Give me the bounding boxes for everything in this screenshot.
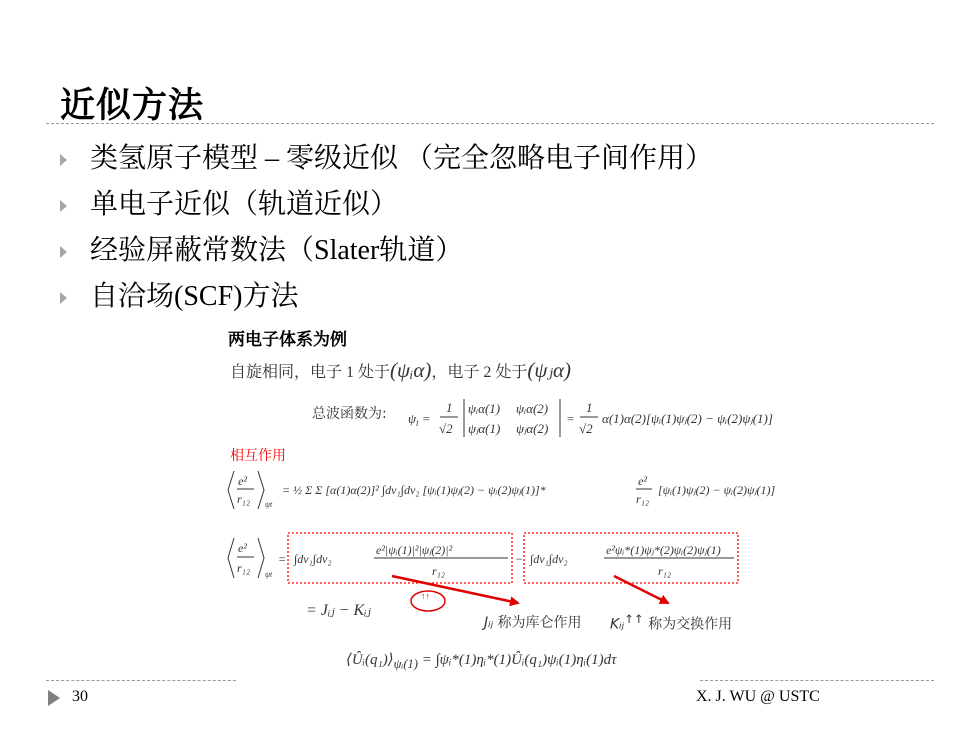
page-number: 30 [72,688,88,705]
svg-text:r₁₂: r₁₂ [636,492,650,506]
slide-title: 近似方法 [60,86,205,126]
svg-text:r₁₂: r₁₂ [237,561,251,575]
svg-text:e²: e² [238,541,247,555]
spin-text-1: 自旋相同，电子 1 处于 [230,364,391,381]
coulomb-label: Jᵢⱼ 称为库仑作用 [484,615,582,631]
footer-divider-left [46,680,236,681]
svg-text:r₁₂: r₁₂ [658,564,672,578]
svg-text:e²: e² [638,474,647,488]
state-electron-1: (ψᵢα) [390,358,432,382]
svg-text:∫dv₁∫dv₂: ∫dv₁∫dv₂ [530,552,568,566]
coulomb-label-text: 称为库仑作用 [497,615,582,631]
footer-author: X. J. WU @ USTC [696,688,820,705]
state-electron-2: (ψⱼα) [527,358,572,382]
svg-text:1: 1 [586,400,593,415]
svg-text:ψᵢα(2): ψᵢα(2) [516,401,549,416]
svg-text:r₁₂: r₁₂ [432,564,446,578]
exchange-label: Kᵢⱼ↑↑ 称为交换作用 [610,612,733,633]
svg-text:1: 1 [446,400,453,415]
svg-text:ψᵢα(1): ψᵢα(1) [468,401,501,416]
bullet-text: 单电子近似（轨道近似） [90,189,399,220]
svg-text:r₁₂: r₁₂ [237,492,251,506]
svg-text:e²ψᵢ*(1)ψⱼ*(2)ψᵢ(2)ψⱼ(1): e²ψᵢ*(1)ψⱼ*(2)ψᵢ(2)ψⱼ(1) [606,543,721,557]
bullet-text: 自洽场(SCF)方法 [90,281,299,312]
interaction-heading: 相互作用 [230,448,286,464]
svg-text:e²|ψᵢ(1)|²|ψⱼ(2)|²: e²|ψᵢ(1)|²|ψⱼ(2)|² [376,543,453,557]
svg-text:[ψᵢ(1)ψⱼ(2) − ψᵢ(2)ψⱼ(1)]: [ψᵢ(1)ψⱼ(2) − ψᵢ(2)ψⱼ(1)] [658,483,776,497]
svg-text:ψt =: $\psi_t$ = [408,411,431,428]
example-heading: 两电子体系为例 [228,330,347,350]
exchange-label-text: 称为交换作用 [648,616,733,633]
svg-text:−: − [515,552,524,566]
svg-text:=: = [566,411,575,426]
svg-text:∫dv₁∫dv₂: ∫dv₁∫dv₂ [294,552,332,566]
svg-text:√2: √2 [579,421,593,436]
svg-text:e²: e² [238,474,247,488]
svg-text:ψt: ψt [265,570,273,579]
bullet-text: 经验屏蔽常数法（Slater轨道） [90,235,464,266]
coulomb-exchange-equation: = Jᵢⱼ − Kᵢⱼ [306,602,371,619]
svg-text:α(1)α(2)[ψᵢ(1)ψⱼ(2) − ψᵢ(2)ψⱼ(: α(1)α(2)[ψᵢ(1)ψⱼ(2) − ψᵢ(2)ψⱼ(1)] [602,411,773,426]
operator-expectation-equation: $⟨Ûᵢ(q_1)⟩_{\psi ᵢ(1)}$ = ∫ψᵢ*(1)ηᵢ*(1)Ûᵢ(q₁)ψᵢ(1)ηᵢ(1)dτ [346,652,617,671]
svg-text:ψⱼα(1): ψⱼα(1) [468,421,501,436]
triangle-footer-icon [48,690,60,706]
bullet-text: 类氢原子模型 – 零级近似 （完全忽略电子间作用） [90,143,714,174]
svg-text:√2: √2 [439,421,453,436]
wavefunction-label: 总波函数为: [312,406,387,422]
svg-text:=: = [278,552,287,566]
arrow-to-exchange [614,576,668,603]
svg-text:ψt: ψt [265,500,273,509]
footer-divider-right [700,680,934,681]
svg-text:= ½ Σ Σ [α(1)α(2)]² ∫dv₁∫dv₂ [: = ½ Σ Σ [α(1)α(2)]² ∫dv₁∫dv₂ [ψᵢ(1)ψⱼ(2) − ψᵢ(2)ψⱼ(1)]* [282,483,546,497]
svg-text:↑↑: ↑↑ [421,591,430,601]
svg-text:ψⱼα(2): ψⱼα(2) [516,421,549,436]
spin-text-2: ，电子 2 处于 [431,364,528,381]
